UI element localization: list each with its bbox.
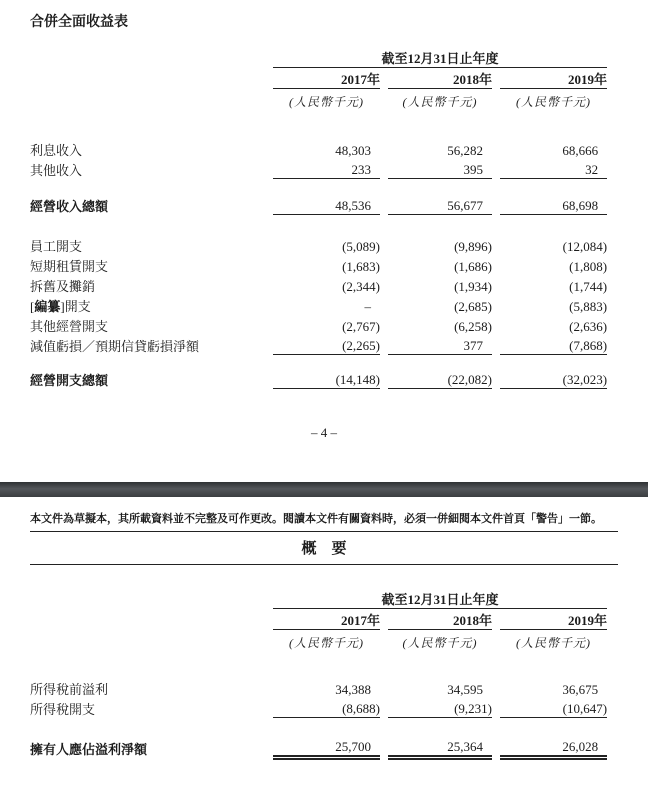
value-cell: (5,089) [342, 238, 380, 254]
value-cell: (10,647) [500, 698, 607, 718]
unit-label: (人民幣千元) [402, 94, 478, 109]
value-cell: 34,595 [447, 681, 483, 697]
table-row [30, 235, 607, 255]
value-cell: 395 [388, 159, 492, 179]
period-header: 截至12月31日止年度 [273, 591, 607, 609]
unit-label: (人民幣千元) [402, 635, 478, 650]
value-cell: (32,023) [500, 369, 607, 389]
row-label: 其他收入 [30, 162, 83, 178]
value-cell: (12,084) [562, 238, 608, 254]
table-row [30, 195, 607, 215]
value-cell: (9,896) [454, 238, 492, 254]
row-label: 經營開支總額 [30, 372, 109, 388]
value-cell: 56,677 [388, 195, 492, 215]
year-column-header: 2019年 [500, 609, 607, 630]
row-label: 經營收入總額 [30, 198, 109, 214]
value-cell: (2,767) [342, 318, 380, 334]
table-row [30, 698, 607, 718]
unit-label: (人民幣千元) [289, 94, 364, 109]
value-cell: (22,082) [388, 369, 492, 389]
value-cell: (5,883) [569, 298, 608, 314]
year-header-row [30, 68, 607, 89]
page-number: – 4 – [311, 425, 337, 440]
value-cell: (7,868) [500, 335, 607, 355]
unit-row [30, 630, 607, 652]
unit-label: (人民幣千元) [516, 94, 592, 109]
row-label: 所得稅開支 [30, 701, 96, 717]
unit-label: (人民幣千元) [516, 635, 592, 650]
table-row [30, 275, 607, 295]
value-cell: (2,636) [569, 318, 608, 334]
year-header-row [30, 609, 607, 630]
draft-disclaimer: 本文件為草擬本，其所載資料並不完整及可作更改。閱讀本文件有關資料時，必須一併細閱本文件首頁「警告」一節。 [30, 513, 602, 525]
row-label: 短期租賃開支 [30, 258, 109, 274]
table-row [30, 295, 607, 315]
value-cell: 34,388 [335, 681, 371, 697]
row-label: 利息收入 [30, 142, 83, 158]
year-column-header: 2019年 [500, 68, 607, 89]
table-row [30, 255, 607, 275]
income-statement-table [30, 50, 607, 389]
table-row [30, 159, 607, 179]
row-label: 所得稅前溢利 [30, 681, 109, 697]
value-cell: 68,698 [500, 195, 607, 215]
table-row [30, 678, 607, 698]
value-cell: (8,688) [273, 698, 380, 718]
value-cell: (2,344) [342, 278, 380, 294]
period-header: 截至12月31日止年度 [273, 50, 607, 68]
statement-title: 合併全面收益表 [30, 15, 128, 30]
spacer-row [30, 179, 607, 195]
value-cell: 25,364 [388, 738, 492, 758]
table-row [30, 738, 607, 758]
page-separator-bar [0, 482, 648, 497]
summary-heading: 概 要 [30, 531, 618, 565]
value-cell: (1,686) [454, 258, 492, 274]
year-column-header: 2018年 [388, 609, 492, 630]
value-cell: (1,683) [342, 258, 380, 274]
value-cell: (1,808) [569, 258, 608, 274]
spacer-row [30, 355, 607, 369]
table-row [30, 369, 607, 389]
unit-row [30, 89, 607, 111]
value-cell: 36,675 [562, 681, 599, 697]
row-label: 減值虧損／預期信貸虧損淨額 [30, 338, 200, 354]
value-cell: (6,258) [454, 318, 492, 334]
period-header-row [30, 591, 607, 609]
value-cell: (1,934) [454, 278, 492, 294]
summary-table [30, 591, 607, 760]
value-cell: (2,265) [273, 335, 380, 355]
unit-label: (人民幣千元) [289, 635, 364, 650]
value-cell: (1,744) [569, 278, 608, 294]
row-label: [編纂]開支 [30, 298, 91, 314]
value-cell: – [364, 298, 371, 314]
row-label: 員工開支 [30, 238, 83, 254]
value-cell: 25,700 [273, 738, 380, 758]
row-label: 拆舊及攤銷 [30, 278, 96, 294]
row-label: 其他經營開支 [30, 318, 109, 334]
value-cell: 48,303 [335, 142, 371, 158]
year-column-header: 2017年 [273, 609, 380, 630]
table-row [30, 335, 607, 355]
period-header-row [30, 50, 607, 68]
value-cell: 26,028 [500, 738, 607, 758]
year-column-header: 2018年 [388, 68, 492, 89]
value-cell: 48,536 [273, 195, 380, 215]
value-cell: 56,282 [447, 142, 483, 158]
value-cell: 68,666 [562, 142, 599, 158]
value-cell: 377 [388, 335, 492, 355]
value-cell: (14,148) [273, 369, 380, 389]
row-label: 擁有人應佔溢利淨額 [30, 741, 148, 757]
year-column-header: 2017年 [273, 68, 380, 89]
value-cell: 233 [273, 159, 380, 179]
spacer-row [30, 215, 607, 235]
value-cell: (9,231) [388, 698, 492, 718]
table-row [30, 315, 607, 335]
value-cell: (2,685) [454, 298, 492, 314]
table-row [30, 139, 607, 159]
value-cell: 32 [500, 159, 607, 179]
spacer-row [30, 718, 607, 738]
